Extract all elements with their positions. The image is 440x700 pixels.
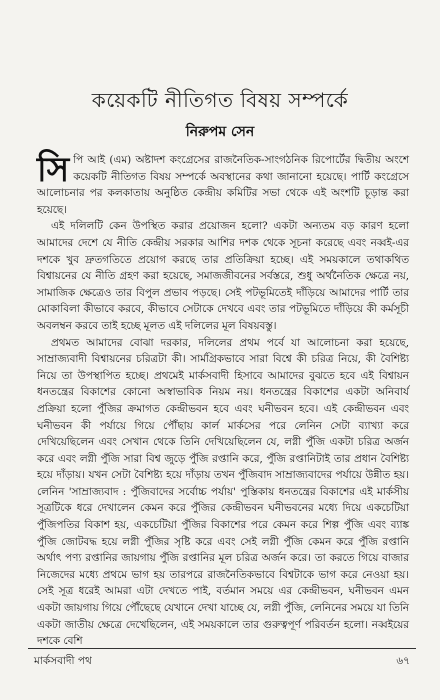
- drop-cap: সি: [37, 150, 70, 190]
- footer-divider: [28, 648, 416, 649]
- article-title: কয়েকটি নীতিগত বিষয় সম্পর্কে: [91, 88, 349, 112]
- article-body: [37, 152, 409, 650]
- paragraph-1: [37, 152, 409, 218]
- page-number: ৬৭: [396, 655, 410, 667]
- paragraph-1-text: পি আই (এম) অষ্টাদশ কংগ্রেসের রাজনৈতিক-সাংগঠনিক রিপোর্টের দ্বিতীয় অংশে কয়েকটি নীতিগত বিষয় সম্পর্কে অবস্থানের কথা জানানো হয়েছে। পার্টি কংগ্রেসে আলোচনার পর কলকাতায় অনুষ্ঠিত কেন্দ্রীয় কমিটির সভা থেকে এই অংশটি চূড়ান্ত করা হয়েছে।: [37, 154, 409, 216]
- paragraph-3: প্রথমত আমাদের বোঝা দরকার, দলিলের প্রথম পর্বে যা আলোচনা করা হয়েছে, সাম্রাজ্যবাদী বিশ্বায়নের চরিত্রটা কী। সার্মগ্রিকভাবে সারা বিশ্বে কী চরিত্র নিয়ে, কী বৈশিষ্ট্য নিয়ে তা উপস্থাপিত হচ্ছে। প্রথমেই মার্কসবাদী হিসাবে আমাদের বুঝতে হবে এই বিশ্বায়ন ধনতন্ত্রের বিকাশের কোনো অস্বাভাবিক নিয়ম নয়। ধনতন্ত্রের বিকাশের একটা অনিবার্য প্রক্রিয়া হলো পুঁজির ক্রমাগত কেন্দ্রীভবন হবে এবং ঘনীভবন হবে। এই কেন্দ্রীভবন এবং ঘনীভবন কী পর্যায়ে গিয়ে পৌঁছায় কার্ল মার্কসের পরে লেনিন সেটা ব্যাখ্যা করে দেখিয়েছিলেন এবং সেখান থেকে তিনি দেখিয়েছিলেন যে, লগ্নী পুঁজি একটা চরিত্র অর্জন করে এবং লগ্নী পুঁজি সারা বিশ্ব জুড়ে পুঁজি রপ্তানি করে, পুঁজি রপ্তানিটাই তার প্রধান বৈশিষ্ট্য হয়ে দাঁড়ায়। যখন সেটা বৈশিষ্ট্য হয়ে দাঁড়ায় তখন পুঁজিবাদ সাম্রাজ্যবাদের পর্যায়ে উন্নীত হয়। লেনিন 'সাম্রাজ্যবাদ : পুঁজিবাদের সর্বোচ্চ পর্যায়' পুস্তিকায় ধনতন্ত্রের বিকাশের এই মার্কসীয় সূত্রটিকে ধরে দেখালেন কেমন করে পুঁজির কেন্দ্রীভবন ঘনীভবনের মধ্যে দিয়ে একচেটিয়া পুঁজিপতির বিকাশ হয়, একচেটিয়া পুঁজির বিকাশের পরে কেমন করে শিল্প পুঁজি এবং ব্যাঙ্ক পুঁজি জোটবদ্ধ হয়ে লগ্নী পুঁজির সৃষ্টি করে এবং সেই লগ্নী পুঁজি কেমন করে পুঁজি রপ্তানি অর্থাৎ পণ্য রপ্তানির জায়গায় পুঁজি রপ্তানির মূল চরিত্র অর্জন করে। তা করতে গিয়ে বাজার নিজেদের মধ্যে প্রথমে ভাগ হয় তারপরে রাজনৈতিকভাবে বিশ্বটাকে ভাগ করে নেওয়া হয়। সেই সূত্র ধরেই আমরা এটা দেখতে পাই, বর্তমান সময়ে এর কেন্দ্রীভবন, ঘনীভবন এমন একটা জায়গায় গিয়ে পৌঁছেছে যেখানে দেখা যাচ্ছে যে, লগ্নী পুঁজি, লেনিনের সময়ে যা তিনি একটা জাতীয় ক্ষেত্রে দেখেছিলেন, এই সময়কালে তার গুরুত্বপূর্ণ পরিবর্তন হলো। নব্বইয়ের দশকে বেশি: [37, 336, 409, 648]
- paragraph-2: এই দলিলটি কেন উপস্থিত করার প্রয়োজন হলো? একটা অন্যতম বড় কারণ হলো আমাদের দেশে যে নীতি কেন্দ্রীয় সরকার আশির দশক থেকে সূচনা করেছে এবং নব্বই-এর দশকে খুব দ্রুতগতিতে প্রয়োগ করছে তার প্রতিক্রিয়া হচ্ছে। এই সময়কালে তথাকথিত বিশ্বায়নের যে নীতি গ্রহণ করা হয়েছে, সমাজজীবনের সর্বস্তরে, শুধু অর্থনৈতিক ক্ষেত্রে নয়, সামাজিক ক্ষেত্রেও তার বিপুল প্রভাব পড়ছে। সেই পটভূমিতেই দাঁড়িয়ে আমাদের পার্টি তার মোকাবিলা কীভাবে করবে, কীভাবে সেটাকে দেখবে এবং তার পটভূমিতে দাঁড়িয়ে কী কর্মসূচী অবলম্বন করবে তাই হচ্ছে মূলত এই দলিলের মূল বিষয়বস্তু।: [37, 220, 409, 332]
- footer-journal-name: মার্কসবাদী পথ: [34, 655, 92, 667]
- article-author: নিরুপম সেন: [185, 124, 255, 140]
